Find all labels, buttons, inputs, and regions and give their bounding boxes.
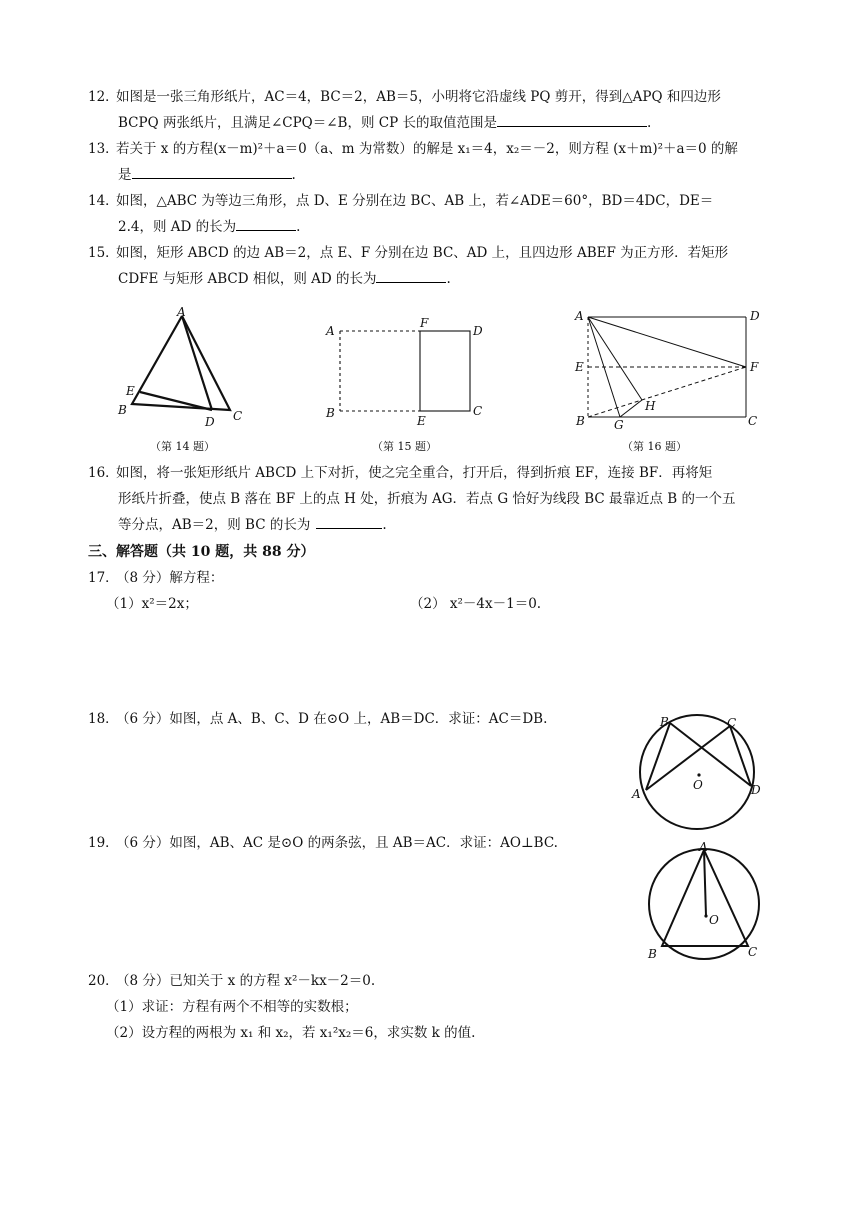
figure-16 bbox=[570, 305, 770, 430]
label-b: B bbox=[326, 406, 335, 420]
part-2: （2）设方程的两根为 x₁ 和 x₂，若 x₁²x₂＝6，求实数 k 的值. bbox=[106, 1025, 476, 1041]
figure-15 bbox=[320, 315, 490, 427]
question-20 bbox=[88, 968, 778, 1046]
label-c: C bbox=[233, 409, 243, 423]
label-b: B bbox=[648, 947, 657, 961]
rectangle-cdfe bbox=[420, 331, 470, 411]
question-number: 17． bbox=[88, 570, 119, 586]
label-c: C bbox=[748, 945, 758, 959]
label-a: A bbox=[575, 309, 584, 323]
figure-14 bbox=[110, 300, 260, 430]
question-number: 15． bbox=[88, 245, 119, 261]
center-point bbox=[704, 914, 707, 917]
circle-o bbox=[640, 715, 754, 829]
question-number: 16． bbox=[88, 465, 119, 481]
question-text: 等分点，AB＝2，则 BC 的长为 bbox=[118, 517, 311, 533]
figure-16-caption: （第 16 题） bbox=[622, 440, 687, 453]
segment-ad bbox=[182, 316, 212, 410]
center-point bbox=[697, 773, 700, 776]
question-17 bbox=[88, 565, 778, 617]
question-text: 如图，矩形 ABCD 的边 AB＝2，点 E、F 分别在边 BC、AD 上，且四边形 ABEF 为正方形．若矩形 bbox=[116, 245, 729, 261]
section-heading: 三、解答题（共 10 题，共 88 分） bbox=[88, 544, 315, 560]
question-number: 14． bbox=[88, 193, 119, 209]
part-1: （1）x²＝2x； bbox=[106, 596, 198, 612]
question-13 bbox=[88, 136, 778, 188]
label-o: O bbox=[693, 778, 703, 792]
label-b: B bbox=[660, 715, 669, 729]
segment-af bbox=[588, 317, 746, 367]
question-text: 若关于 x 的方程(x－m)²＋a＝0（a、m 为常数）的解是 x₁＝4，x₂＝－2，则方程 (x＋m)²＋a＝0 的解 bbox=[116, 141, 738, 157]
label-a: A bbox=[326, 324, 335, 338]
label-c: C bbox=[473, 404, 483, 418]
question-text: 形纸片折叠，使点 B 落在 BF 上的点 H 处，折痕为 AG．若点 G 恰好为线段 BC 最靠近点 B 的一个五 bbox=[118, 491, 736, 507]
figure-15-caption: （第 15 题） bbox=[372, 440, 437, 453]
question-number: 20． bbox=[88, 973, 119, 989]
answer-blank[interactable] bbox=[376, 268, 446, 283]
label-h: H bbox=[645, 399, 656, 413]
question-15 bbox=[88, 240, 778, 292]
period: . bbox=[646, 115, 652, 131]
label-c: C bbox=[727, 716, 737, 730]
question-14 bbox=[88, 188, 778, 240]
period: . bbox=[382, 517, 387, 533]
question-text: （6 分）如图，AB、AC 是⊙O 的两条弦，且 AB＝AC．求证：AO⊥BC. bbox=[116, 835, 558, 851]
figure-18 bbox=[626, 712, 766, 834]
label-e: E bbox=[126, 384, 135, 398]
segment-ah bbox=[588, 317, 642, 400]
answer-blank[interactable] bbox=[497, 112, 647, 127]
triangle-abc bbox=[132, 316, 230, 410]
part-1: （1）求证：方程有两个不相等的实数根； bbox=[106, 999, 358, 1015]
label-a: A bbox=[177, 305, 186, 319]
question-text: 是 bbox=[118, 167, 132, 183]
question-12 bbox=[88, 84, 778, 136]
question-text: （6 分）如图，点 A、B、C、D 在⊙O 上，AB＝DC．求证：AC＝DB. bbox=[116, 711, 548, 727]
label-a: A bbox=[699, 842, 708, 854]
label-a: A bbox=[632, 787, 641, 801]
question-text: 如图，将一张矩形纸片 ABCD 上下对折，使之完全重合，打开后，得到折痕 EF，连接 BF．再将矩 bbox=[116, 465, 713, 481]
chord-ac bbox=[646, 726, 730, 790]
figure-14-caption: （第 14 题） bbox=[150, 440, 215, 453]
segment-gh bbox=[620, 400, 642, 417]
question-text: CDFE 与矩形 ABCD 相似，则 AD 的长为 bbox=[118, 271, 377, 287]
question-number: 19． bbox=[88, 835, 119, 851]
label-e: E bbox=[417, 414, 426, 427]
answer-blank[interactable] bbox=[236, 216, 296, 231]
answer-blank[interactable] bbox=[316, 514, 382, 529]
question-number: 18． bbox=[88, 711, 119, 727]
question-text: BCPQ 两张纸片，且满足∠CPQ＝∠B，则 CP 长的取值范围是 bbox=[118, 115, 497, 131]
period: . bbox=[291, 167, 296, 183]
question-text: 2.4，则 AD 的长为 bbox=[118, 219, 237, 235]
segment-ao bbox=[704, 850, 706, 916]
label-e: E bbox=[575, 360, 584, 374]
label-o: O bbox=[709, 913, 719, 927]
label-d: D bbox=[205, 415, 215, 429]
label-f: F bbox=[420, 316, 429, 330]
label-d: D bbox=[473, 324, 483, 338]
part-2: （2） x²－4x－1＝0. bbox=[410, 596, 542, 612]
label-b: B bbox=[118, 403, 127, 417]
question-text: （8 分）已知关于 x 的方程 x²－kx－2＝0. bbox=[116, 973, 376, 989]
label-d: D bbox=[751, 783, 761, 797]
label-c: C bbox=[748, 414, 758, 428]
question-number: 12． bbox=[88, 89, 119, 105]
label-f: F bbox=[750, 360, 759, 374]
question-text: （8 分）解方程： bbox=[116, 570, 224, 586]
period: . bbox=[296, 219, 301, 235]
fold-ag bbox=[588, 317, 620, 417]
answer-blank[interactable] bbox=[132, 164, 292, 179]
question-number: 13． bbox=[88, 141, 119, 157]
question-text: 如图，△ABC 为等边三角形，点 D、E 分别在边 BC、AB 上，若∠ADE＝60°，BD＝4DC，DE＝ bbox=[116, 193, 714, 209]
label-b: B bbox=[576, 414, 585, 428]
period: . bbox=[446, 271, 451, 287]
label-g: G bbox=[614, 418, 624, 430]
question-text: 如图是一张三角形纸片，AC＝4，BC＝2，AB＝5，小明将它沿虚线 PQ 剪开，得到△APQ 和四边形 bbox=[116, 89, 721, 105]
label-d: D bbox=[750, 309, 760, 323]
figure-19 bbox=[640, 842, 770, 964]
question-16 bbox=[88, 460, 778, 538]
